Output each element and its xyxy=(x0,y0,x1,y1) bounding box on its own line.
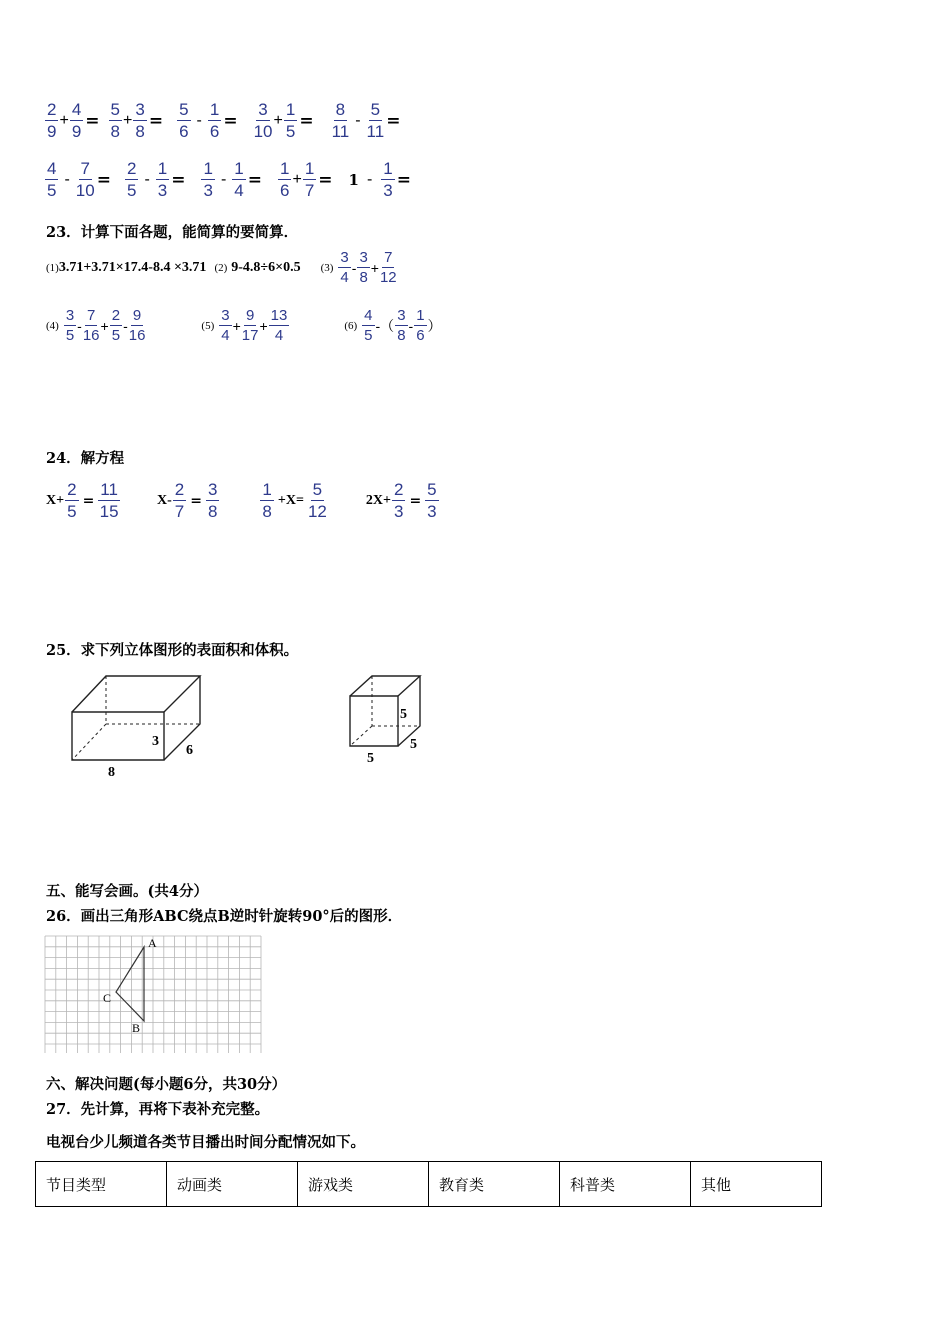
fraction: $\frac{1}{5}$ xyxy=(285,100,296,141)
cuboid-top-face xyxy=(72,676,200,712)
q23-title: 23．计算下面各题，能简算的要简算． xyxy=(46,224,299,241)
q26-title: 26．画出三角形ABC绕点B逆时针旋转90°后的图形． xyxy=(46,908,403,925)
point-a-label: A xyxy=(148,936,157,950)
cuboid-length-label: 8 xyxy=(108,765,115,780)
fraction: $\frac{1}{6}$ xyxy=(280,159,290,200)
cuboid-figure xyxy=(60,668,220,783)
grid-figure xyxy=(44,935,262,1053)
fraction: $\frac{7}{12}$ xyxy=(379,249,397,286)
cube-top-face xyxy=(350,676,420,696)
fraction: $\frac{3}{8}$ xyxy=(397,307,406,344)
fraction: $\frac{1}{8}$ xyxy=(262,480,272,521)
q27-intro: 电视台少儿频道各类节目播出时间分配情况如下。 xyxy=(46,1134,365,1151)
fraction: $\frac{1}{6}$ xyxy=(416,307,425,344)
section-5-title: 五、能写会画。(共4分） xyxy=(46,883,208,900)
cuboid-right-face xyxy=(164,676,200,760)
point-c-label: C xyxy=(103,991,112,1005)
fraction: $\frac{3}{8}$ xyxy=(207,480,218,521)
grid-lines xyxy=(45,936,261,1053)
schedule-table xyxy=(35,1161,822,1207)
cube-depth-label: 5 xyxy=(410,737,417,752)
fraction: $\frac{2}{3}$ xyxy=(393,480,404,521)
fraction: $\frac{4}{5}$ xyxy=(47,159,57,200)
fraction: $\frac{5}{11}$ xyxy=(366,100,385,141)
fraction: $\frac{2}{5}$ xyxy=(67,480,77,521)
fraction: $\frac{2}{9}$ xyxy=(47,100,57,141)
cuboid-hidden-edges xyxy=(72,676,200,760)
fraction: $\frac{2}{5}$ xyxy=(111,307,121,344)
fraction: $\frac{3}{8}$ xyxy=(135,100,145,141)
cube-width-label: 5 xyxy=(367,751,374,766)
fraction: $\frac{1}{3}$ xyxy=(203,159,213,200)
fraction: $\frac{3}{4}$ xyxy=(340,249,349,286)
table-cell: 其他 xyxy=(691,1162,822,1207)
cube-front-face xyxy=(350,696,398,746)
q25-title: 25．求下列立体图形的表面积和体积。 xyxy=(46,642,299,659)
fraction: $\frac{3}{8}$ xyxy=(359,249,368,286)
fraction: $\frac{9}{17}$ xyxy=(241,307,259,344)
table-cell: 教育类 xyxy=(429,1162,560,1207)
fraction: $\frac{5}{8}$ xyxy=(110,100,120,141)
table-cell: 游戏类 xyxy=(298,1162,429,1207)
table-cell: 动画类 xyxy=(167,1162,298,1207)
table-cell: 科普类 xyxy=(560,1162,691,1207)
cuboid-front-face xyxy=(72,712,164,760)
fraction: $\frac{7}{16}$ xyxy=(82,307,100,344)
cuboid-width-label: 6 xyxy=(186,743,193,758)
fraction: $\frac{1}{6}$ xyxy=(209,100,220,141)
fraction: $\frac{4}{5}$ xyxy=(364,307,373,344)
fraction: $\frac{1}{3}$ xyxy=(157,159,168,200)
cube-height-label: 5 xyxy=(400,707,407,722)
section-6-title: 六、解决问题(每小题6分，共30分） xyxy=(46,1076,287,1093)
fraction: $\frac{4}{9}$ xyxy=(71,100,82,141)
table-row xyxy=(36,1162,822,1207)
fraction: $\frac{1}{3}$ xyxy=(383,159,393,200)
q23-line-1: (1) 3.71+3.71×17.4-8.4 ×3.71 (2) 9-4.8÷6×0.5 (3) $\frac{3}{4}$ - $\frac{3}{8}$ + $\frac{7}{12}$ xyxy=(46,249,397,286)
fraction: $\frac{13}{4}$ xyxy=(270,307,288,344)
point-b-label: B xyxy=(132,1021,141,1035)
fraction: $\frac{3}{4}$ xyxy=(221,307,230,344)
q27-title: 27．先计算，再将下表补充完整。 xyxy=(46,1101,270,1118)
table-cell: 节目类型 xyxy=(36,1162,167,1207)
q24-title: 24．解方程 xyxy=(46,450,125,467)
fraction: $\frac{8}{11}$ xyxy=(331,100,350,141)
fraction-row-1: $\frac{2}{9}$ + $\frac{4}{9}$ = $\frac{5}{8}$ + $\frac{3}{8}$ = $\frac{5}{6}$ - $\frac{1}{6}$ = $\frac{3}{10}$ + $\frac{1}{5}$ = $\frac{8}{11}$ - $\frac{5}{11}$ = xyxy=(47,100,401,141)
fraction: $\frac{1}{4}$ xyxy=(234,159,244,200)
fraction: $\frac{1}{7}$ xyxy=(304,159,315,200)
cube-figure xyxy=(340,668,440,768)
fraction-row-2: $\frac{4}{5}$ - $\frac{7}{10}$ = $\frac{2}{5}$ - $\frac{1}{3}$ = $\frac{1}{3}$ - $\frac{1}{4}$ = $\frac{1}{6}$ + $\frac{1}{7}$ = 1 - $\frac{1}{3}$ = xyxy=(47,159,412,200)
fraction: $\frac{3}{5}$ xyxy=(65,307,75,344)
fraction: $\frac{2}{7}$ xyxy=(174,480,185,521)
q24-equations: X+ $\frac{2}{5}$ = $\frac{11}{15}$ X- $\frac{2}{7}$ = $\frac{3}{8}$ $\frac{1}{8}$ +X= $\frac{5}{12}$ 2X+ $\frac{2}{3}$ = $\frac{5}{3}$ xyxy=(46,480,437,521)
fraction: $\frac{9}{16}$ xyxy=(128,307,146,344)
fraction: $\frac{5}{12}$ xyxy=(307,480,327,521)
fraction: $\frac{11}{15}$ xyxy=(99,480,119,521)
fraction: $\frac{7}{10}$ xyxy=(75,159,95,200)
fraction: $\frac{5}{6}$ xyxy=(179,100,189,141)
fraction: $\frac{2}{5}$ xyxy=(126,159,137,200)
cuboid-height-label: 3 xyxy=(152,734,159,749)
q23-line-2: (4) $\frac{3}{5}$ - $\frac{7}{16}$ + $\frac{2}{5}$ - $\frac{9}{16}$ (5) $\frac{3}{4}$ + $\frac{9}{17}$ + $\frac{13}{4}$ (6) $\frac{4}{5}$ -（ $\frac{3}{8}$ - $\frac{1}{6}$ ） xyxy=(46,307,442,344)
fraction: $\frac{3}{10}$ xyxy=(253,100,273,141)
fraction: $\frac{5}{3}$ xyxy=(427,480,437,521)
